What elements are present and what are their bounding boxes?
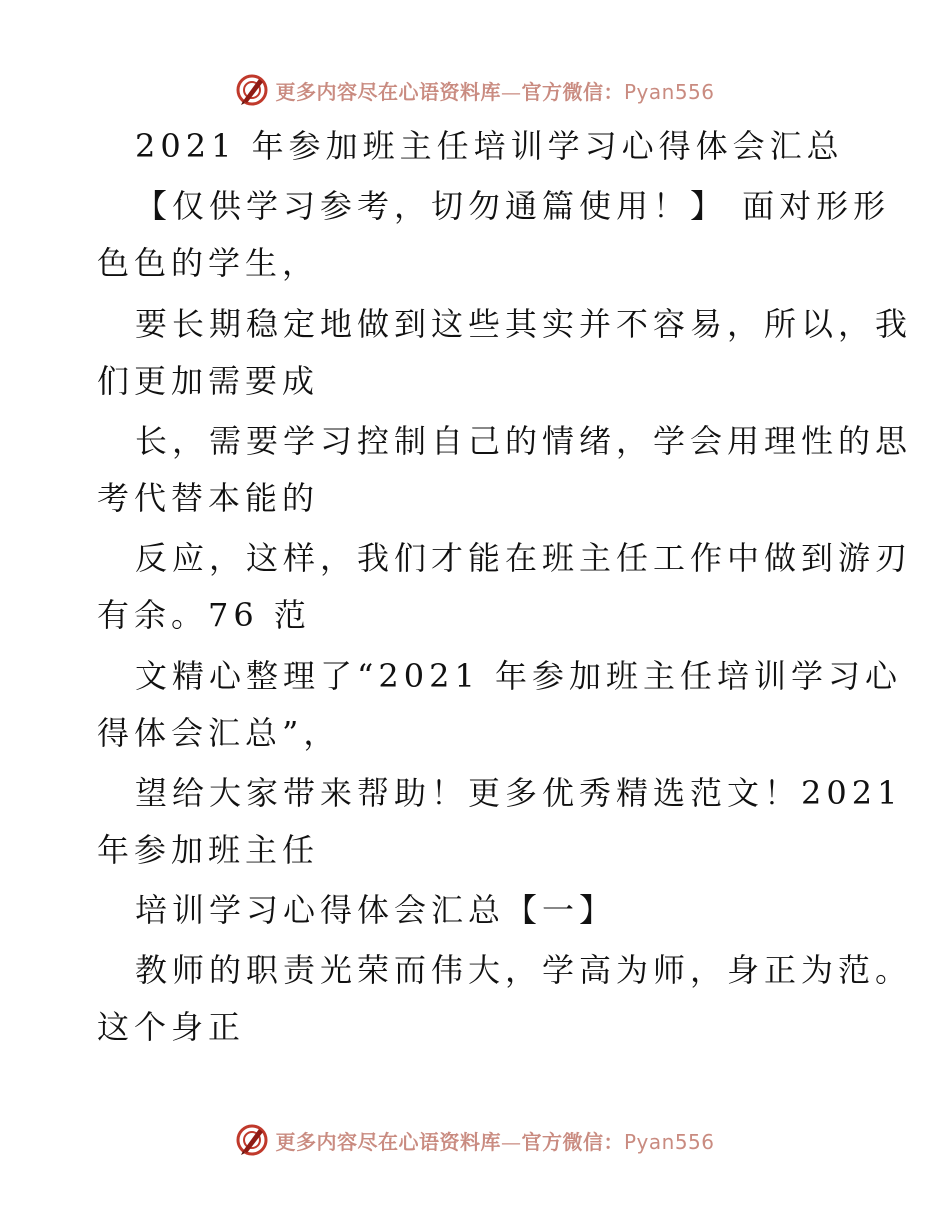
- paragraph-line: 有余。76 范: [97, 596, 311, 634]
- document-title: 2021 年参加班主任培训学习心得体会汇总: [135, 127, 844, 165]
- paragraph-line: 【仅供学习参考，切勿通篇使用！】 面对形形: [135, 187, 891, 225]
- paragraph-line: 考代替本能的: [97, 479, 320, 517]
- paragraph-line: 教师的职责光荣而伟大，学高为师，身正为范。: [135, 951, 913, 989]
- paragraph-line: 要长期稳定地做到这些其实并不容易，所以，我: [135, 305, 913, 343]
- paragraph-line: 长，需要学习控制自己的情绪，学会用理性的思: [135, 422, 913, 460]
- paragraph-line: 望给大家带来帮助！更多优秀精选范文！2021: [135, 774, 903, 812]
- pen-logo-icon: [235, 1123, 269, 1157]
- watermark-text: 更多内容尽在心语资料库—官方微信：Pyan556: [275, 1129, 715, 1154]
- paragraph-line: 得体会汇总”，: [97, 714, 341, 752]
- paragraph-line: 色色的学生，: [97, 244, 320, 282]
- watermark-text: 更多内容尽在心语资料库—官方微信：Pyan556: [275, 79, 715, 104]
- paragraph-line: 反应，这样，我们才能在班主任工作中做到游刃: [135, 539, 913, 577]
- paragraph-line: 这个身正: [97, 1008, 246, 1046]
- paragraph-line: 年参加班主任: [97, 831, 320, 869]
- footer-watermark: [0, 1120, 950, 1160]
- paragraph-line: 文精心整理了“2021 年参加班主任培训学习心: [135, 657, 902, 695]
- paragraph-line: 们更加需要成: [97, 362, 320, 400]
- section-heading: 培训学习心得体会汇总【一】: [135, 891, 617, 929]
